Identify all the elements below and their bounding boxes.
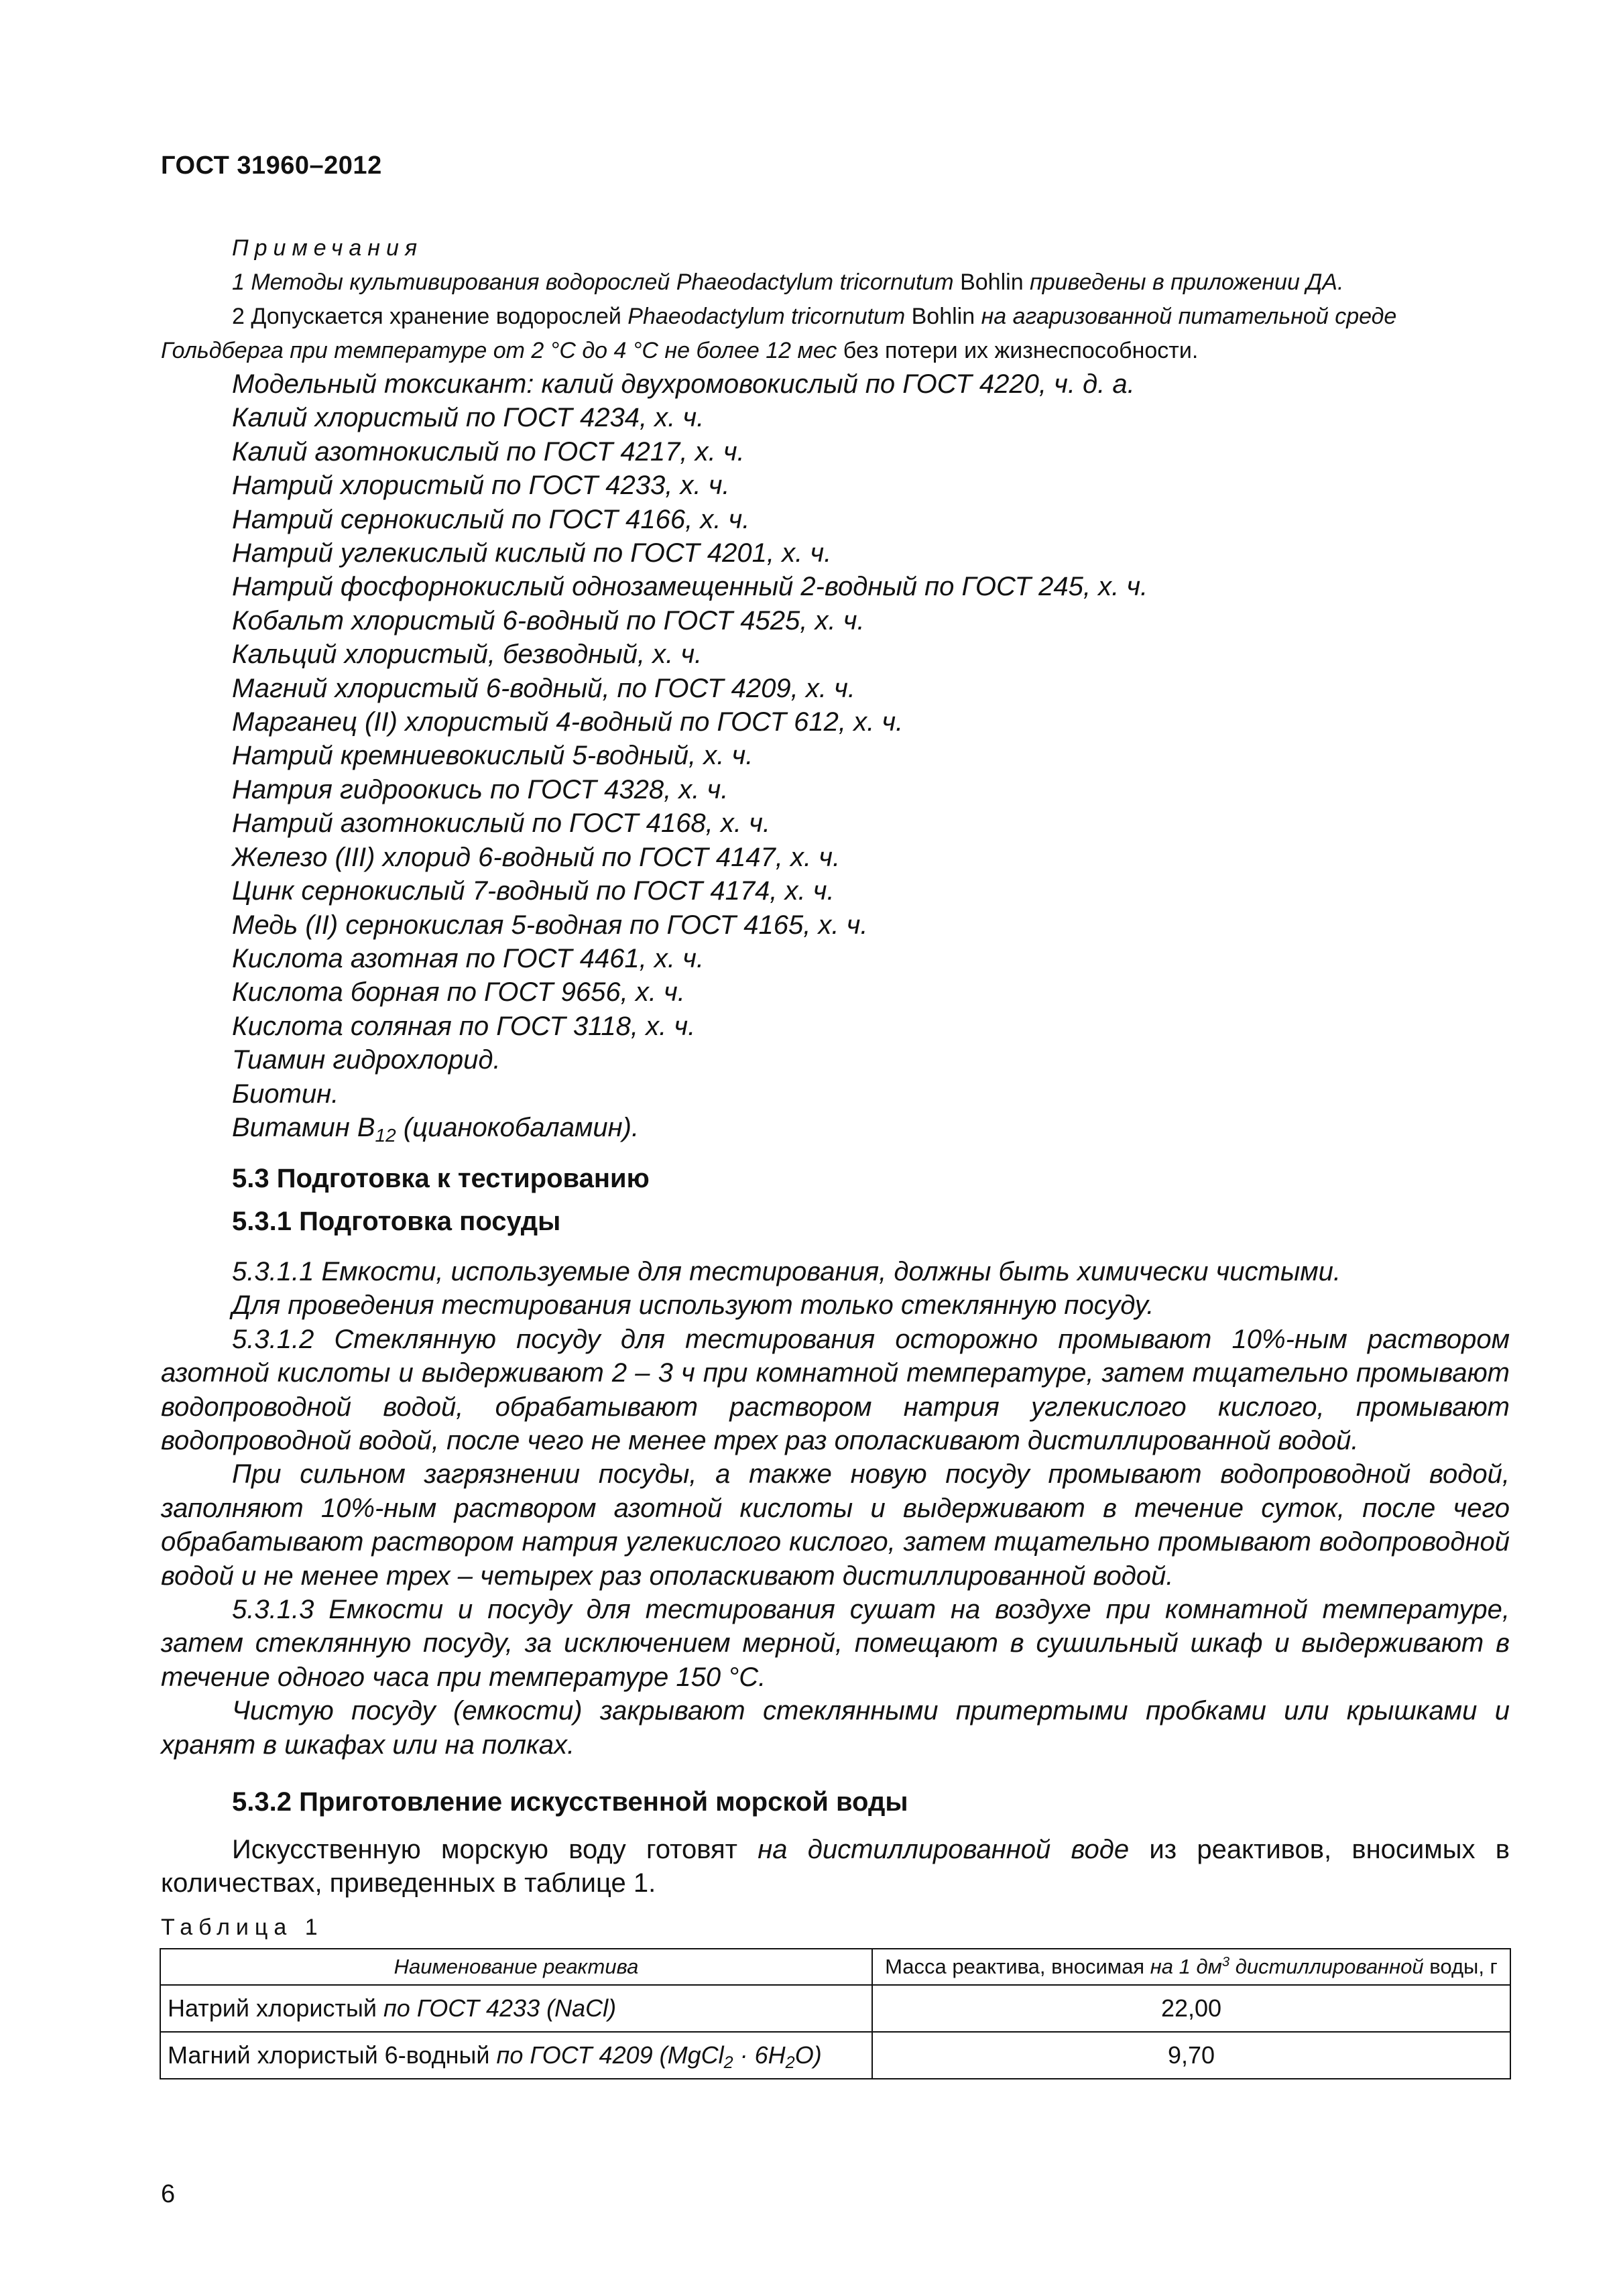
paragraph: 5.3.1.2 Стеклянную посуду для тестирования осторожно промывают 10%-ным раствором азотной кислоты и выдерживают 2 – 3 ч при комнатной температуре, затем тщательно промывают водопроводной водой, обрабатывают раствором натрия углекислого кислого, промывают водопроводной водой, после чего не менее трех раз ополаскивают дистиллированной водой. [161,1324,1510,1456]
note-1-author: Bohlin [953,269,1024,295]
section-5-3-2-body [161,1833,1510,1900]
table-cell [160,2032,872,2079]
note-2-text: 2 Допускается хранение водорослей [232,304,628,329]
vitamin-rest: (цианокобаламин). [396,1112,640,1142]
paragraph: Чистую посуду (емкости) закрывают стеклянными притертыми пробками или крышками и хранят в шкафах или на полках. [161,1696,1510,1760]
table-header-text: воды, г [1423,1955,1498,1978]
reagent-list [232,367,1506,1147]
reagent-item: Натрия гидроокись по ГОСТ 4328, х. ч. [232,774,729,804]
table-header-row [160,1949,1510,1985]
section-heading-5-3-1: 5.3.1 Подготовка посуды [232,1207,561,1236]
note-2-end: без потери их жизнеспособности. [837,338,1199,363]
reagent-item: Натрий фосфорнокислый однозамещенный 2-водный по ГОСТ 245, х. ч. [232,572,1148,602]
reagent-item: Модельный токсикант: калий двухромовокислый по ГОСТ 4220, ч. д. а. [232,369,1135,399]
table-header-text: Масса реактива, вносимая [885,1955,1150,1978]
note-1 [161,265,1508,300]
reagent-item: Натрий хлористый по ГОСТ 4233, х. ч. [232,471,730,501]
paragraph-part: Искусственную морскую воду готовят [232,1835,758,1864]
reagent-item: Натрий азотнокислый по ГОСТ 4168, х. ч. [232,808,770,839]
cell-text: Натрий хлористый [168,1994,383,2022]
reagent-item: Кислота борная по ГОСТ 9656, х. ч. [232,977,685,1008]
table-header-text-italic: на 1 дм [1150,1955,1222,1978]
cell-text-italic: O) [794,2041,822,2069]
table-header-cell [872,1949,1510,1985]
table-header-text-italic: дистиллированной [1229,1955,1424,1978]
reagent-item: Калий азотнокислый по ГОСТ 4217, х. ч. [232,436,745,467]
reagent-item: Марганец (II) хлористый 4-водный по ГОСТ 612, х. ч. [232,707,904,737]
cell-text-italic: · 6H [733,2041,786,2069]
reagent-item: Кальций хлористый, безводный, х. ч. [232,640,703,670]
note-2 [161,300,1508,368]
notes-title: Примечания [232,235,424,261]
reagent-item: Натрий кремниевокислый 5-водный, х. ч. [232,741,754,771]
reagent-item: Кислота соляная по ГОСТ 3118, х. ч. [232,1011,696,1041]
reagent-item: Цинк сернокислый 7-водный по ГОСТ 4174, х. ч. [232,876,835,906]
note-1-species: Phaeodactylum tricornutum [676,269,954,295]
paragraph [161,1833,1510,1900]
reagent-item: Натрий сернокислый по ГОСТ 4166, х. ч. [232,504,750,534]
table-header-text: Наименование реактива [394,1955,639,1978]
paragraph-part-italic: на дистиллированной воде [758,1835,1130,1864]
section-heading-5-3: 5.3 Подготовка к тестированию [232,1164,650,1193]
note-2-author: Bohlin [905,304,975,329]
paragraph: 5.3.1.1 Емкости, используемые для тестирования, должны быть химически чистыми. [232,1257,1341,1286]
paragraph: При сильном загрязнении посуды, а также новую посуду промывают водопроводной водой, заполняют 10%-ным раствором азотной кислоты и выдерживают в течение суток, после чего обрабатывают раствором натрия углекислого кислого, затем тщательно промывают водопроводной водой и не менее трех – четырех раз ополаскивают дистиллированной водой. [161,1459,1510,1591]
cell-text: Магний хлористый 6-водный [168,2041,497,2069]
table-row [160,1985,1510,2032]
table-caption: Таблица 1 [161,1915,324,1940]
reagent-item: Кислота азотная по ГОСТ 4461, х. ч. [232,943,704,973]
table-cell [160,1985,872,2032]
table-cell-value: 9,70 [872,2032,1510,2079]
note-1-text: 1 Методы культивирования водорослей [232,269,676,295]
document-header: ГОСТ 31960–2012 [161,152,382,180]
cell-subscript: 2 [785,2053,795,2073]
reagent-item: Калий хлористый по ГОСТ 4234, х. ч. [232,403,705,433]
page-number: 6 [161,2180,176,2208]
section-5-3-1-body [161,1255,1510,1762]
paragraph-part: из реактивов, вносимых в количествах, приведенных в таблице 1. [161,1835,1510,1898]
reagent-item: Кобальт хлористый 6-водный по ГОСТ 4525, х. ч. [232,605,865,636]
cell-text-italic: по ГОСТ 4209 (MgCl [496,2041,724,2069]
table-header-superscript: 3 [1221,1954,1230,1970]
notes-block [161,231,1508,368]
paragraph: Для проведения тестирования используют только стеклянную посуду. [232,1290,1154,1321]
table-cell-value: 22,00 [872,1985,1510,2032]
table-row [160,2032,1510,2079]
note-2-species: Phaeodactylum tricornutum [627,304,906,329]
cell-text-italic: по ГОСТ 4233 (NaCl) [383,1994,617,2022]
reagent-table [160,1948,1511,2079]
paragraph: 5.3.1.3 Емкости и посуду для тестирования сушат на воздухе при комнатной температуре, затем стеклянную посуду, за исключением мерной, помещают в сушильный шкаф и выдерживают в течение одного часа при температуре 150 °С. [161,1595,1510,1692]
reagent-item: Магний хлористый 6-водный, по ГОСТ 4209, х. ч. [232,673,855,703]
reagent-item-vitamin [232,1111,1506,1147]
section-heading-5-3-2: 5.3.2 Приготовление искусственной морской воды [232,1787,908,1817]
reagent-item: Тиамин гидрохлорид. [232,1045,501,1075]
note-1-end: приведены в приложении ДА. [1023,269,1344,295]
reagent-item: Биотин. [232,1079,339,1109]
cell-subscript: 2 [723,2053,733,2073]
vitamin-subscript: 12 [375,1124,396,1146]
table-header-cell [160,1949,872,1985]
reagent-item: Медь (II) сернокислая 5-водная по ГОСТ 4165, х. ч. [232,910,868,940]
vitamin-name: Витамин B [232,1112,375,1142]
reagent-item: Натрий углекислый кислый по ГОСТ 4201, х. ч. [232,538,832,568]
reagent-item: Железо (III) хлорид 6-водный по ГОСТ 4147, х. ч. [232,842,841,872]
note-2-middle: на агаризованной питательной среде Гольдберга при температуре от 2 °С до 4 °С не более 12 мес [161,304,1397,363]
